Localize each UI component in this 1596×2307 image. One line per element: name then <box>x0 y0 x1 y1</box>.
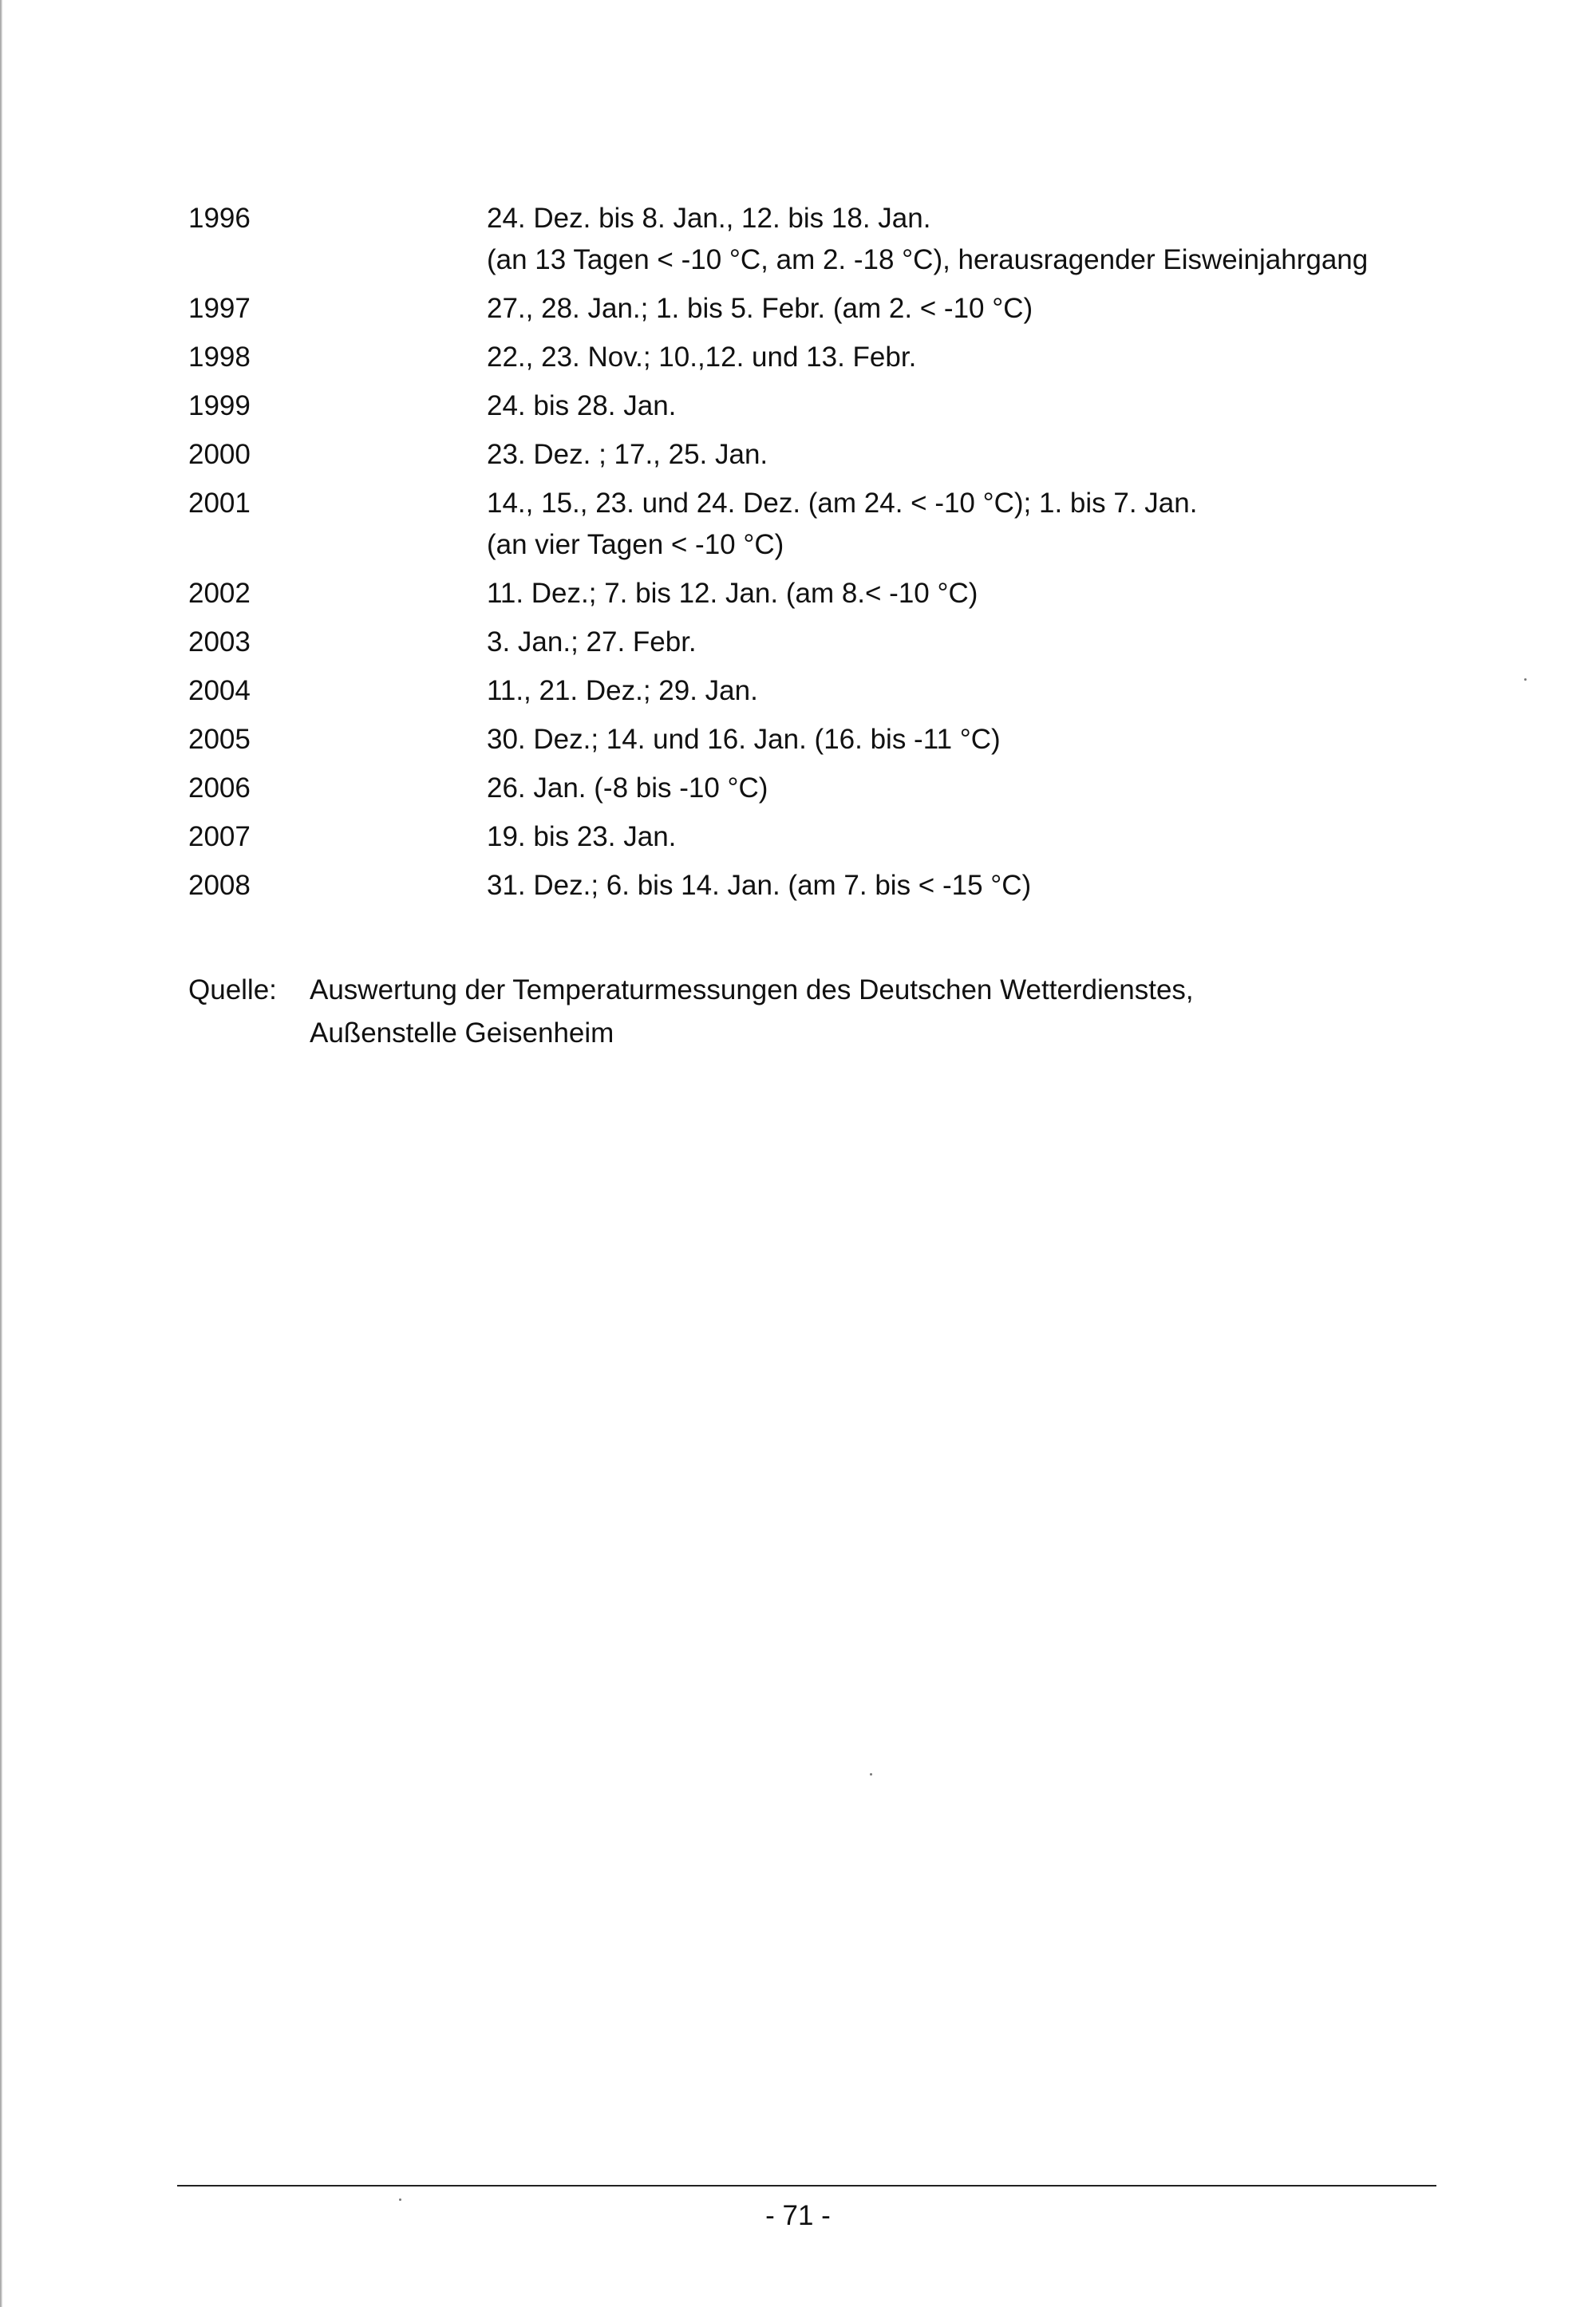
table-row <box>188 670 1465 712</box>
year-cell: 2005 <box>188 724 251 755</box>
table-row <box>188 385 1465 427</box>
table-row <box>188 198 1465 281</box>
table-row <box>188 622 1465 663</box>
scan-speck <box>1524 678 1527 681</box>
page-number: - 71 - <box>765 2200 831 2231</box>
period-line: 24. Dez. bis 8. Jan., 12. bis 18. Jan. <box>487 203 931 234</box>
footer-divider <box>177 2185 1436 2187</box>
year-cell: 2007 <box>188 821 251 852</box>
table-row <box>188 573 1465 614</box>
table-row <box>188 816 1465 858</box>
year-cell: 1998 <box>188 342 251 373</box>
source-label: Quelle: <box>188 974 277 1005</box>
source-text <box>310 969 1194 1055</box>
period-line: 27., 28. Jan.; 1. bis 5. Febr. (am 2. < -10 °C) <box>487 293 1033 324</box>
period-line: 24. bis 28. Jan. <box>487 390 677 421</box>
year-cell: 2006 <box>188 772 251 804</box>
table-row <box>188 434 1465 476</box>
period-line: 26. Jan. (-8 bis -10 °C) <box>487 772 768 804</box>
period-cell <box>487 573 1465 614</box>
year-cell: 2000 <box>188 439 251 470</box>
table-row <box>188 865 1465 907</box>
period-line: (an 13 Tagen < -10 °C, am 2. -18 °C), herausragender Eisweinjahrgang <box>487 244 1369 275</box>
table-row <box>188 483 1465 566</box>
period-cell <box>487 434 1465 476</box>
source-note <box>188 969 1194 1055</box>
period-line: 14., 15., 23. und 24. Dez. (am 24. < -10 °C); 1. bis 7. Jan. <box>487 488 1198 519</box>
year-cell: 2001 <box>188 488 251 519</box>
year-cell: 1996 <box>188 203 251 234</box>
period-line: 30. Dez.; 14. und 16. Jan. (16. bis -11 °C) <box>487 724 1001 755</box>
period-line: (an vier Tagen < -10 °C) <box>487 529 784 560</box>
period-line: 23. Dez. ; 17., 25. Jan. <box>487 439 768 470</box>
source-line: Außenstelle Geisenheim <box>310 1017 614 1049</box>
period-cell <box>487 622 1465 663</box>
scan-edge <box>0 0 2 2307</box>
table-row <box>188 719 1465 760</box>
period-cell <box>487 865 1465 907</box>
frost-days-table <box>188 198 1465 914</box>
period-cell <box>487 198 1465 281</box>
year-cell: 1999 <box>188 390 251 421</box>
period-line: 31. Dez.; 6. bis 14. Jan. (am 7. bis < -15 °C) <box>487 870 1032 901</box>
table-row <box>188 337 1465 378</box>
period-cell <box>487 719 1465 760</box>
period-line: 3. Jan.; 27. Febr. <box>487 626 697 658</box>
year-cell: 2004 <box>188 675 251 706</box>
table-row <box>188 288 1465 330</box>
year-cell: 1997 <box>188 293 251 324</box>
year-cell: 2008 <box>188 870 251 901</box>
period-line: 22., 23. Nov.; 10.,12. und 13. Febr. <box>487 342 917 373</box>
period-line: 11., 21. Dez.; 29. Jan. <box>487 675 758 706</box>
period-cell <box>487 816 1465 858</box>
period-cell <box>487 768 1465 809</box>
period-line: 11. Dez.; 7. bis 12. Jan. (am 8.< -10 °C) <box>487 578 978 609</box>
scan-speck <box>399 2198 401 2201</box>
period-cell <box>487 483 1465 566</box>
period-cell <box>487 670 1465 712</box>
year-cell: 2002 <box>188 578 251 609</box>
period-cell <box>487 337 1465 378</box>
scan-speck <box>870 1773 872 1776</box>
table-row <box>188 768 1465 809</box>
year-cell: 2003 <box>188 626 251 658</box>
period-line: 19. bis 23. Jan. <box>487 821 677 852</box>
period-cell <box>487 385 1465 427</box>
period-cell <box>487 288 1465 330</box>
source-line: Auswertung der Temperaturmessungen des Deutschen Wetterdienstes, <box>310 974 1194 1005</box>
